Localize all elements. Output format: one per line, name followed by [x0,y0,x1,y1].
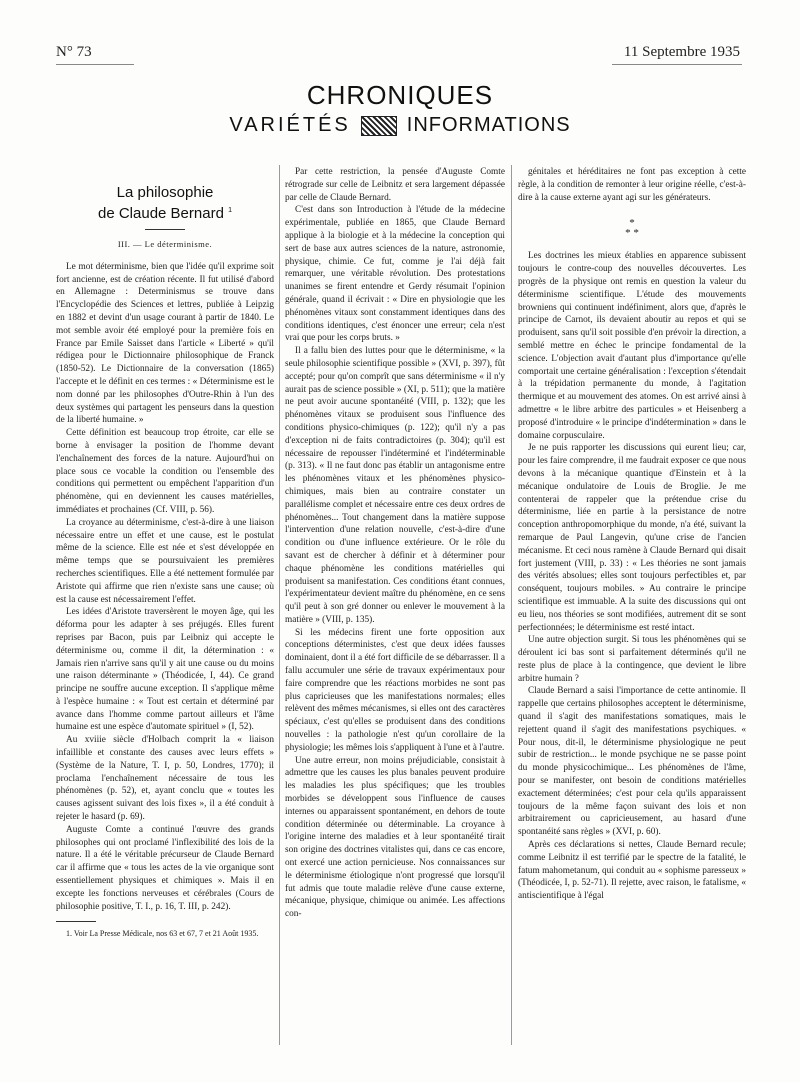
title-footnote-mark: 1 [228,207,232,214]
article-title-line1: La philosophie [116,184,214,201]
paragraph: Après ces déclarations si nettes, Claude Bernard recule; comme Leibnitz il est terrifié par le spectre de la fatalité, le fatum mahometanum, qui conduit au « sophisme paresseux » (Théodicée, I, p. 52-71). Il rejette, avec raison, le fatalisme, « antiscientifique à l'égal [518,840,746,902]
paragraph: Une autre objection surgit. Si tous les phénomènes qui se déroulent ici bas sont si parfaitement déterminés qu'il ne reste plus de place à la contingence, que devient le libre arbitre humain ? [518,635,746,684]
paragraph: Cette définition est beaucoup trop étroite, car elle se borne à envisager la position de l'homme devant l'enchaînement des forces de la nature. Aujourd'hui on place sous ce vocable la condition ou l'ensemble des conditions qui permettent ou empêchent l'apparition d'un phénomène, qui en deviennent les causes matérielles, immédiates et prochaines (Cf. VIII, p. 56). [56,428,274,515]
asterism-icon: * * * [625,217,639,240]
paragraph: C'est dans son Introduction à l'étude de la médecine expérimentale, publiée en 1865, que Claude Bernard applique à la biologie et à la médecine la conception qui sert de base aux autres sciences de la nature, astronomie, physique, chimie. Ce fut, comme je l'ai déjà fait remarquer, une véritable révolution. Des protestations unanimes se firent entendre et Gerdy résumait l'opinion générale, quand il écrivait : « Dire en physiologie que les phénomènes vitaux sont constamment identiques dans des conditions identiques, c'est énoncer une erreur; cela n'est vrai que pour les corps bruts. » [285,205,505,344]
column-1 [56,168,274,939]
paragraph: génitales et héréditaires ne font pas exception à cette règle, à la condition de remonter à leur origine réelle, c'est-à-dire à la cause externe ayant agi sur les générateurs. [518,167,746,203]
header-rule-right [612,64,742,65]
issue-number: N° 73 [56,44,92,60]
paragraph: Le mot déterminisme, bien que l'idée qu'il exprime soit fort ancienne, est de création récente. Il fut utilisé d'abord en Allemagne : Determinismus se trouve dans l'Encyclopédie des Sciences et lettres, publiée à Leipzig en 1882 et devint d'un usage courant à partir de 1840. Le mot semble avoir été employé pour la première fois en France par Emile Saisset dans l'article « Liberté » qu'il rédigea pour le Dictionnaire philosophique de Franck (1850-52). Le Dictionnaire de la conversation (1865) l'accepte et le définit en ces termes : « Déterminisme est le nom donné par les philosophes d'Outre-Rhin à l'un des deux systèmes qui partagent les penseurs dans la question de la liberté humaine. » [56,261,274,426]
column-divider-1 [279,165,280,1045]
title-rule [145,229,185,230]
masthead-subtitle [0,114,800,137]
masthead [0,80,800,137]
issue-date: 11 Septembre 1935 [623,44,740,60]
paragraph: Les idées d'Aristote traversèrent le moyen âge, qui les déforma pour les adapter à ses préjugés. Elles furent reprises par Bacon, puis par Leibniz qui accepte le déterminisme ou, comme il dit, la détermination : « Jamais rien n'arrive sans qu'il y ait une cause ou du moins une raison déterminante » (Théodicée, I, 44). Ce grand principe ne souffre aucune exception. Il s'applique même à l'espèce humaine : « Tout est certain et déterminé par avance dans l'homme comme partout ailleurs et l'âme humaine est une espèce d'automate spirituel » (I, 52). [56,607,274,733]
footnote-rule [56,921,96,922]
paragraph: Claude Bernard a saisi l'importance de cette antinomie. Il rappelle que certains philosophes acceptent le déterminisme, quand il s'agit des manifestations somatiques, mais le rejettent quand il s'agit des manifestations psychiques. « Pour nous, dit-il, le déterminisme physiologique ne peut subir de restriction... le monde psychique ne se passe point du monde physicochimique... Les phénomènes de l'âme, pour se manifester, ont besoin de conditions matérielles exactement déterminées; c'est pour cela qu'ils apparaissent toujours de la même façon suivant des lois et non arbitrairement ou capricieusement, au hasard d'une spontanéité sans règles » (XVI, p. 60). [518,686,746,838]
masthead-title: CHRONIQUES [306,80,494,110]
paragraph: La croyance au déterminisme, c'est-à-dire à une liaison nécessaire entre un effet et une cause, est le postulat même de la science. Elle est née et s'est développée en même temps que se poursuivaient les premières recherches scientifiques. Elle a été nettement formulée par Aristote qui affirme que rien n'existe sans une cause; où est la cause est nécessairement l'effet. [56,517,274,605]
paragraph: Auguste Comte a continué l'œuvre des grands philosophes qui ont proclamé l'inflexibilité des lois de la nature. Il a été le véritable précurseur de Claude Bernard car il affirme que « tous les actes de la vie organique sont essentiellement physiques et chimiques ». Mais il en excepte les fonctions nerveuses et cérébrales (Cours de philosophie positive, T. I., p. 16, T. III, p. 242). [56,824,274,912]
paragraph: Par cette restriction, la pensée d'Auguste Comte rétrograde sur celle de Leibnitz et sera largement dépassée par celle de Claude Bernard. [285,167,505,203]
header-rule-left [56,64,134,65]
paragraph: Au xviiie siècle d'Holbach comprit la « liaison infaillible et constante des causes avec leurs effets » (Système de la Nature, T. I, p. 50, Londres, 1770); il proclama l'enchaînement nécessaire de tous les phénomènes (p. 52), et, ayant conclu que « toutes les causes agissent suivant des lois fixes », il a été conduit à rejeter le hasard (p. 69). [56,735,274,823]
paragraph: Je ne puis rapporter les discussions qui eurent lieu; car, pour les faire comprendre, il me faudrait exposer ce que nous devons à la mécanique quantique d'Einstein et à la mécanique ondulatoire de Louis de Broglie. Je me contenterai de rappeler que la prétendue crise du déterminisme, liée en partie à la persistance de notre conception anthropomorphique du monde, n'a été, suivant la remarque de Paul Langevin, qu'une crise de l'ancien mécanisme. Et ceci nous ramène à Claude Bernard qui disait fort justement (VIII, p. 33) : « Les théories ne sont jamais des vérités absolues; elles sont toujours perfectibles et, par conséquent, toujours mobiles. » Au contraire le principe scientifique est immuable. A la suite des discussions qui ont eu lieu, nos théories se sont modifiées, autrement dit se sont perfectionnées; le déterminisme est resté intact. [518,443,746,633]
column-divider-2 [511,165,512,1045]
emblem-icon [361,116,397,136]
paragraph: Si les médecins firent une forte opposition aux conceptions déterministes, c'est que deux idées fausses dominaient, dont il a été fort difficile de se débarrasser. Il a fallu accumuler une série de travaux expérimentaux pour faire comprendre que les réactions morbides ne sont pas plus capricieuses que les manifestations normales; elles relèvent des mêmes mécanismes, si elles ont des caractères spéciaux, c'est qu'elles se produisent dans des conditions nouvelles : la pathologie n'est qu'un corollaire de la physiologie; les mêmes lois s'appliquent à l'une et à l'autre. [285,627,505,753]
section-heading: III. — Le déterminisme. [117,239,213,249]
paragraph: Il a fallu bien des luttes pour que le déterminisme, « la seule philosophie scientifique possible » (XVI, p. 397), fût accepté; pour qu'on comprît que sans déterminisme « il n'y aurait pas de science possible » (XI, p. 511); que la matière ne peut avoir aucune spontanéité (VIII, p. 132); que les phénomènes vitaux se produisent sous l'influence des conditions physico-chimiques (p. 122); qu'il n'y a pas d'exception ni de faits contradictoires (p. 304); qu'il est nécessaire de repousser l'indéterminé et l'indéterminable (p. 313). « Il ne faut donc pas établir un antagonisme entre les phénomènes vitaux et les phénomènes physico-chimiques, mais bien au contraire constater un parallélisme complet et nécessaire entre ces deux ordres de phénomènes... Tout changement dans la matière suppose l'intervention d'une relation nouvelle, c'est-à-dire d'une condition ou d'une influence extérieure. Or le rôle du savant est de chercher à définir et à déterminer pour chaque phénomène les conditions matérielles qui produisent sa manifestation. Ces conditions étant connues, l'expérimentateur devient maître du phénomène, en ce sens qu'il peut à son gré donner ou enlever le mouvement à la matière » (VIII, p. 135). [285,346,505,625]
column-3 [518,166,746,903]
column-2 [285,166,505,921]
paragraph: Les doctrines les mieux établies en apparence subissent toujours le contre-coup des nouvelles découvertes. Les progrès de la physique ont remis en question la valeur du déterminisme scientifique. L'étude des mouvements browniens qui continuent indéfiniment, alors que, d'après le principe de Carnot, ils devaient aboutir au repos et qui se produisent, sans qu'il soit possible d'en prévoir la direction, a semblé mettre en échec le principe fondamental de la science. L'objection avait d'autant plus d'importance qu'elle comportait une certaine généralisation : l'exception s'étendait à la trépidation permanente du monde, à l'agitation thermique et au mouvement des atomes. On est arrivé ainsi à admettre « le libre arbitre des particules » et Heisenberg a proposé d'introduire « le principe d'indétermination » dans le domaine corpusculaire. [518,251,746,441]
masthead-word-right: INFORMATIONS [406,114,571,136]
footnote: 1. Voir La Presse Médicale, nos 63 et 67, 7 et 21 Août 1935. [66,929,259,939]
article-title-line2: de Claude Bernard $^1$ [98,205,232,222]
paragraph: Une autre erreur, non moins préjudiciable, consistait à admettre que les causes les plus banales peuvent produire les maladies les plus spécifiques; que les troubles morbides se développent sous l'influence de causes internes ou apparaissent spontanément, en dehors de toute condition déterminée ou déterminable. La croyance à l'origine interne des maladies et à leur spontanéité tirait son origine des doctrines vitalistes qui, dans ce cas encore, ont exercé une action pernicieuse. Nos connaissances sur le déterminisme étiologique n'ont progressé que lorsqu'il fut admis que toute maladie relève d'une cause externe, mécanique, physique, chimique ou animée. Les affections con- [285,755,505,920]
article-title [56,184,274,223]
masthead-word-left: VARIÉTÉS [229,114,351,136]
